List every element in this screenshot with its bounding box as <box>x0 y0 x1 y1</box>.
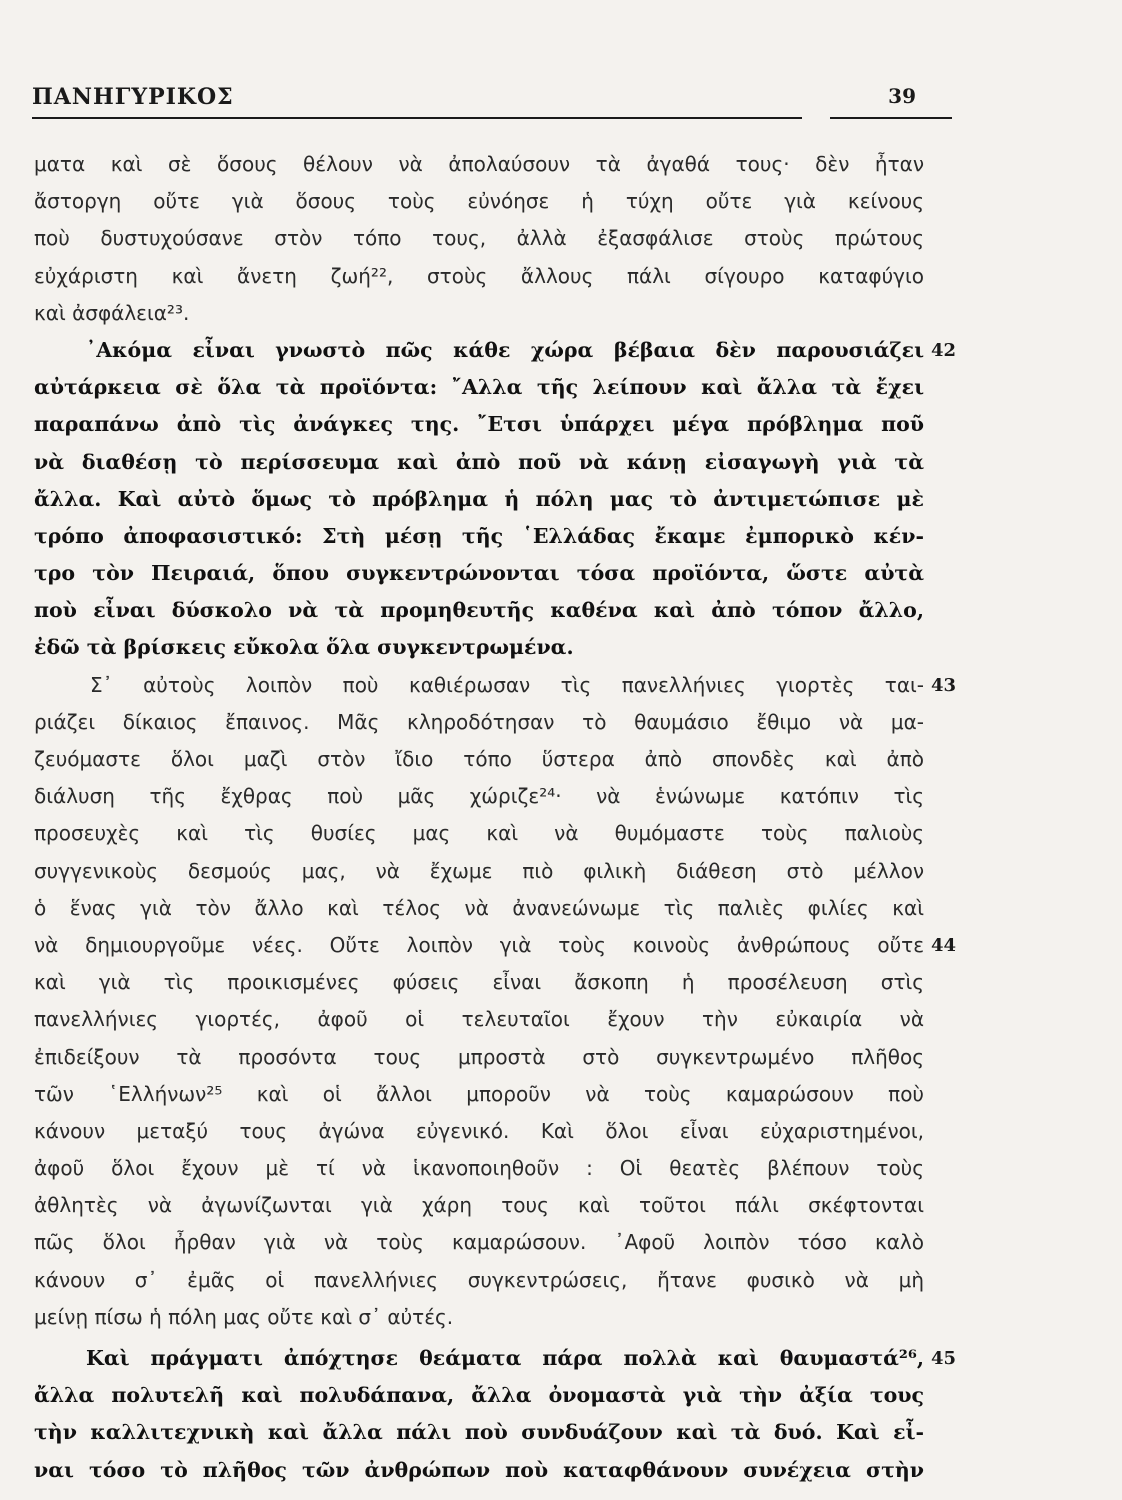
text-line: τὴν καλλιτεχνικὴ καὶ ἄλλα πάλι ποὺ συνδυάζουν καὶ τὰ δυό. Καὶ εἶ- <box>34 1420 924 1445</box>
text-line: ὁ ἕνας γιὰ τὸν ἄλλο καὶ τέλος νὰ ἀνανεώνωμε τὶς παλιὲς φιλίες καὶ <box>34 895 924 920</box>
text-line: ἄστοργη οὔτε γιὰ ὅσους τοὺς εὐνόησε ἡ τύχη οὔτε γιὰ κείνους <box>34 189 924 214</box>
text-line: μείνῃ πίσω ἡ πόλη μας οὔτε καὶ σ᾿ αὐτές. <box>34 1304 454 1329</box>
text-line: ἀθλητὲς νὰ ἀγωνίζωνται γιὰ χάρη τους καὶ τοῦτοι πάλι σκέφτονται <box>34 1193 924 1218</box>
text-line: διάλυση τῆς ἔχθρας ποὺ μᾶς χώριζε²⁴· νὰ ἑνώνωμε κατόπιν τὶς <box>34 784 924 809</box>
body-text <box>34 146 957 1489</box>
text-line: κάνουν σ᾿ ἐμᾶς οἱ πανελλήνιες συγκεντρώσεις, ἤτανε φυσικὸ νὰ μὴ <box>34 1267 924 1292</box>
text-line: ἀφοῦ ὅλοι ἔχουν μὲ τί νὰ ἱκανοποιηθοῦν : Οἱ θεατὲς βλέπουν τοὺς <box>34 1156 924 1181</box>
text-line-content: νὰ δημιουργοῦμε νέες. Οὔτε λοιπὸν γιὰ τοὺς κοινοὺς ἀνθρώπους οὔτε <box>34 932 924 957</box>
text-line: προσευχὲς καὶ τὶς θυσίες μας καὶ νὰ θυμόμαστε τοὺς παλιοὺς <box>34 821 924 846</box>
page-number: 39 <box>888 84 916 108</box>
text-line: ζευόμαστε ὅλοι μαζὶ στὸν ἴδιο τόπο ὕστερα ἀπὸ σπονδὲς καὶ ἀπὸ <box>34 747 924 771</box>
text-line: ριάζει δίκαιος ἔπαινος. Μᾶς κληροδότησαν τὸ θαυμάσιο ἔθιμο νὰ μα- <box>34 709 924 734</box>
running-head-title: ΠΑΝΗΓΥΡΙΚΟΣ <box>32 84 234 110</box>
text-line: ματα καὶ σὲ ὅσους θέλουν νὰ ἀπολαύσουν τὰ ἀγαθά τους· δὲν ἦταν <box>34 152 924 176</box>
section-number: 44 <box>931 934 957 956</box>
text-line: εὐχάριστη καὶ ἄνετη ζωή²², στοὺς ἄλλους πάλι σίγουρο καταφύγιο <box>34 263 924 288</box>
text-line: πανελλήνιες γιορτές, ἀφοῦ οἱ τελευταῖοι ἔχουν τὴν εὐκαιρία νὰ <box>34 1007 924 1032</box>
section-number: 45 <box>931 1348 957 1369</box>
text-line: παραπάνω ἀπὸ τὶς ἀνάγκες της. ῎Ετσι ὑπάρχει μέγα πρόβλημα ποῦ <box>34 412 924 437</box>
text-line-content: Καὶ πράγματι ἀπόχτησε θεάματα πάρα πολλὰ καὶ θαυμαστά²⁶, <box>86 1346 924 1370</box>
text-line: ἐπιδείξουν τὰ προσόντα τους μπροστὰ στὸ συγκεντρωμένο πλῆθος <box>34 1044 924 1069</box>
text-line <box>34 332 957 369</box>
text-line: ναι τόσο τὸ πλῆθος τῶν ἀνθρώπων ποὺ καταφθάνουν συνέχεια στὴν <box>34 1457 924 1482</box>
text-line: αὐτάρκεια σὲ ὅλα τὰ προϊόντα: ῎Αλλα τῆς λείπουν καὶ ἄλλα τὰ ἔχει <box>34 375 924 400</box>
text-line: καὶ γιὰ τὶς προικισμένες φύσεις εἶναι ἄσκοπη ἡ προσέλευση στὶς <box>34 970 924 995</box>
text-line: τρο τὸν Πειραιά, ὅπου συγκεντρώνονται τόσα προϊόντα, ὥστε αὐτὰ <box>34 561 924 586</box>
text-line: νὰ διαθέσῃ τὸ περίσσευμα καὶ ἀπὸ ποῦ νὰ κάνῃ εἰσαγωγὴ γιὰ τὰ <box>34 449 924 474</box>
page-header <box>32 84 920 124</box>
text-line: κάνουν μεταξύ τους ἀγώνα εὐγενικό. Καὶ ὅλοι εἶναι εὐχαριστημένοι, <box>34 1118 924 1143</box>
section-number: 43 <box>931 674 957 696</box>
text-line-content: ᾿Ακόμα εἶναι γνωστὸ πῶς κάθε χώρα βέβαια δὲν παρουσιάζει <box>86 337 924 362</box>
text-line <box>34 1340 957 1377</box>
text-line <box>34 667 957 704</box>
text-line: ἐδῶ τὰ βρίσκεις εὔκολα ὅλα συγκεντρωμένα. <box>34 635 574 660</box>
section-number: 42 <box>931 339 957 361</box>
text-line: τρόπο ἀποφασιστικό: Στὴ μέσῃ τῆς ῾Ελλάδας ἔκαμε ἐμπορικὸ κέν- <box>34 523 924 548</box>
text-line: ποὺ δυστυχούσανε στὸν τόπο τους, ἀλλὰ ἐξασφάλισε στοὺς πρώτους <box>34 226 924 251</box>
text-line: ποὺ εἶναι δύσκολο νὰ τὰ προμηθευτῆς καθένα καὶ ἀπὸ τόπον ἄλλο, <box>34 598 924 623</box>
text-line-content: Σ᾿ αὐτοὺς λοιπὸν ποὺ καθιέρωσαν τὶς πανελλήνιες γιορτὲς ται- <box>90 672 924 697</box>
header-rule-right <box>830 117 952 119</box>
text-line: συγγενικοὺς δεσμούς μας, νὰ ἔχωμε πιὸ φιλικὴ διάθεση στὸ μέλλον <box>34 858 924 883</box>
text-line: πῶς ὅλοι ἦρθαν γιὰ νὰ τοὺς καμαρώσουν. ᾿Αφοῦ λοιπὸν τόσο καλὸ <box>34 1230 924 1255</box>
text-line: ἄλλα πολυτελῆ καὶ πολυδάπανα, ἄλλα ὀνομαστὰ γιὰ τὴν ἀξία τους <box>34 1383 924 1408</box>
text-line: ἄλλα. Καὶ αὐτὸ ὅμως τὸ πρόβλημα ἡ πόλη μας τὸ ἀντιμετώπισε μὲ <box>34 486 924 511</box>
text-line: τῶν ῾Ελλήνων²⁵ καὶ οἱ ἄλλοι μποροῦν νὰ τοὺς καμαρώσουν ποὺ <box>34 1081 924 1106</box>
text-line <box>34 927 957 964</box>
text-line: καὶ ἀσφάλεια²³. <box>34 300 190 325</box>
header-rule-left <box>32 117 802 119</box>
